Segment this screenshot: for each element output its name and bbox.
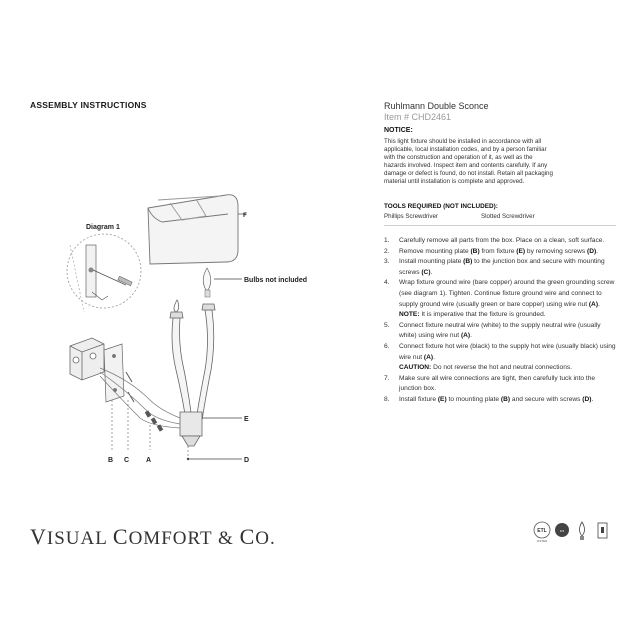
step-item [384,342,616,363]
item-number: Item # CHD2461 [384,112,452,122]
diagram-1-label: Diagram 1 [86,224,120,231]
bulb-icon [203,268,211,297]
step-number: 7. [384,374,390,382]
part-reference: (B) [500,395,511,403]
label-a: A [146,457,152,464]
step-number: 6. [384,342,390,350]
label-bulbs-not-included: Bulbs not included [244,277,307,284]
step-item [384,247,616,258]
part-reference: (C) [421,268,431,276]
tools-heading: TOOLS REQUIRED (NOT INCLUDED): [384,203,498,210]
etl-listed-icon [534,522,550,543]
tool-item: Phillips Screwdriver [384,213,438,220]
assembly-diagram [0,0,380,500]
label-d: D [244,457,250,464]
tool-item: Slotted Screwdriver [481,213,535,220]
notice-line: with the construction and operation of it, as well as the [384,154,533,162]
label-e: E [244,416,249,423]
note-label: CAUTION: [399,364,432,372]
step-number: 3. [384,258,390,266]
notice-line: material until installation is complete and approved. [384,178,525,186]
part-reference: (D) [587,247,597,255]
instruction-steps [384,236,616,406]
step-item [384,236,616,247]
part-reference: (A) [460,332,471,340]
step-item [384,374,616,395]
note-label: NOTE: [399,311,420,319]
svg-text:LISTED: LISTED [536,539,548,543]
shade-part-f [148,195,238,264]
step-text: Carefully remove all parts from the box. Place on a clean, soft surface. [399,237,605,244]
step-note [384,310,616,321]
screw-d-dot [187,458,189,460]
part-reference: (E) [516,247,526,255]
svg-text:ETL: ETL [537,528,547,534]
svg-text:•••: ••• [559,528,565,533]
dimmer-icon [598,523,607,538]
candelabra-bulb-icon [580,522,585,540]
step-number: 8. [384,395,390,403]
step-item [384,278,616,310]
step-item [384,257,616,278]
step-number: 1. [384,237,390,244]
part-reference: (D) [582,395,592,403]
note-text: Do not reverse the hot and neutral connections. [431,364,572,372]
diagram-1-detail [67,234,141,308]
notice-text [384,138,616,187]
label-c: C [124,457,130,464]
step-text: Install mounting plate (B) to the junction box and secure with mounting screws (C). [399,258,605,276]
notice-line: applicable, local installation codes, and by a person familiar [384,146,547,154]
wire-nuts-a [145,410,163,431]
part-reference: (B) [463,258,473,266]
certification-icons [532,520,616,544]
step-text: Connect fixture neutral wire (white) to the supply neutral wire (usually white) using wire nut (A). [399,321,601,340]
label-b: B [108,457,114,464]
notice-line: This light fixture should be installed in accordance with all [384,138,542,145]
brand-logo: VISUAL COMFORT & CO. [30,524,276,549]
section-divider [384,225,616,226]
tools-list [384,213,535,220]
part-reference: (A) [588,300,599,308]
notice-line: damage or defect is found, do not install. Retain all packaging [384,170,553,178]
step-text: Remove mounting plate (B) from fixture (E) by removing screws (D). [399,247,599,255]
step-item [384,321,616,342]
page-title: ASSEMBLY INSTRUCTIONS [30,100,147,110]
step-number: 4. [384,279,390,287]
label-leaders [112,400,188,458]
step-text: Make sure all wire connections are tight, then carefully tuck into the junction box. [399,374,596,393]
step-number: 2. [384,247,390,255]
notice-line: hazards involved. Inspect item and contents carefully. If any [384,162,548,170]
label-f: F [243,212,247,219]
junction-box [70,338,104,380]
step-text: Wrap fixture ground wire (bare copper) around the green grounding screw (see diagram 1). Tighten. Continue fixture ground wire and connect to supply ground wire (usually green or bare copper) using wire nut (A). [399,279,615,308]
notice-heading: NOTICE: [384,127,413,134]
mounting-plate-b [104,344,124,402]
damp-rated-icon [555,523,569,537]
step-item [384,395,616,406]
step-note [384,363,616,374]
fixture-part-e [170,300,215,446]
step-text: Connect fixture hot wire (black) to the supply hot wire (usually black) using wire nut (A). [399,342,616,361]
step-text: Install fixture (E) to mounting plate (B) and secure with screws (D). [399,395,594,403]
product-name: Ruhlmann Double Sconce [384,101,489,111]
part-reference: (B) [470,247,480,255]
part-reference: (A) [423,353,434,361]
part-reference: (E) [437,395,447,403]
step-number: 5. [384,321,390,329]
note-text: It is imperative that the fixture is grounded. [419,311,546,319]
